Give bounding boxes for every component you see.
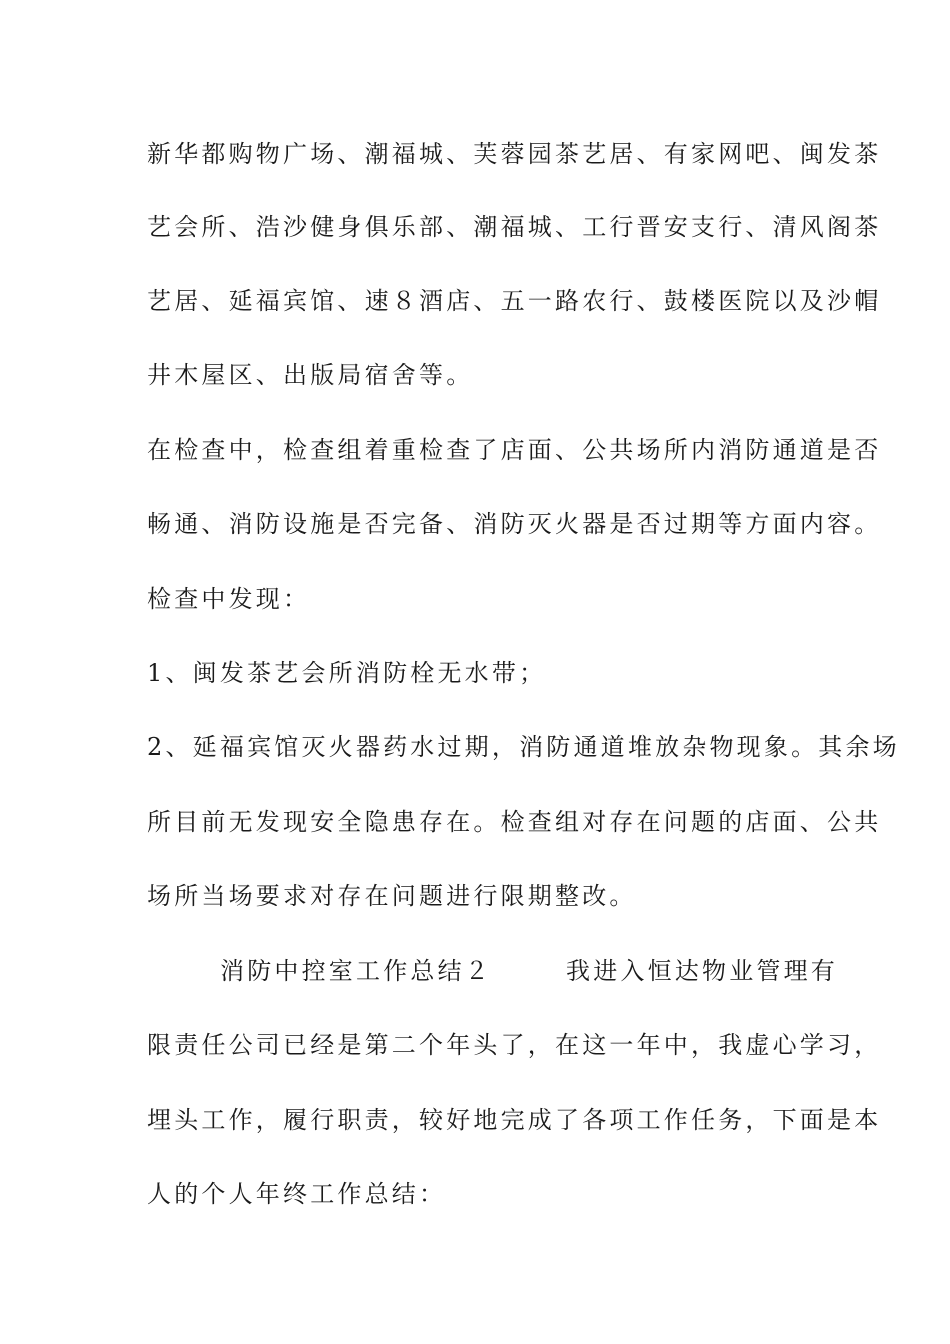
paragraph-line: 艺会所、浩沙健身俱乐部、潮福城、工行晋安支行、清风阁茶	[147, 213, 882, 241]
list-item: 2、延福宾馆灭火器药水过期，消防通道堆放杂物现象。其余场	[147, 733, 900, 761]
paragraph-line: 所目前无发现安全隐患存在。检查组对存在问题的店面、公共	[147, 808, 882, 836]
section-lead-text: 我进入恒达物业管理有	[566, 957, 838, 985]
paragraph-line: 检查中发现：	[147, 585, 311, 613]
paragraph-line: 埋头工作，履行职责，较好地完成了各项工作任务，下面是本	[147, 1106, 882, 1134]
paragraph-line: 艺居、延福宾馆、速８酒店、五一路农行、鼓楼医院以及沙帽	[147, 287, 882, 315]
paragraph-line: 井木屋区、出版局宿舍等。	[147, 361, 474, 389]
paragraph-line: 畅通、消防设施是否完备、消防灭火器是否过期等方面内容。	[147, 510, 882, 538]
paragraph-line: 新华都购物广场、潮福城、芙蓉园茶艺居、有家网吧、闽发茶	[147, 140, 882, 168]
paragraph-line: 场所当场要求对存在问题进行限期整改。	[147, 882, 637, 910]
section-heading: 消防中控室工作总结２	[220, 957, 492, 985]
paragraph-line: 在检查中，检查组着重检查了店面、公共场所内消防通道是否	[147, 436, 882, 464]
list-item: 1、闽发茶艺会所消防栓无水带；	[147, 659, 547, 687]
paragraph-line: 限责任公司已经是第二个年头了，在这一年中，我虚心学习，	[147, 1031, 882, 1059]
paragraph-line: 人的个人年终工作总结：	[147, 1180, 447, 1208]
